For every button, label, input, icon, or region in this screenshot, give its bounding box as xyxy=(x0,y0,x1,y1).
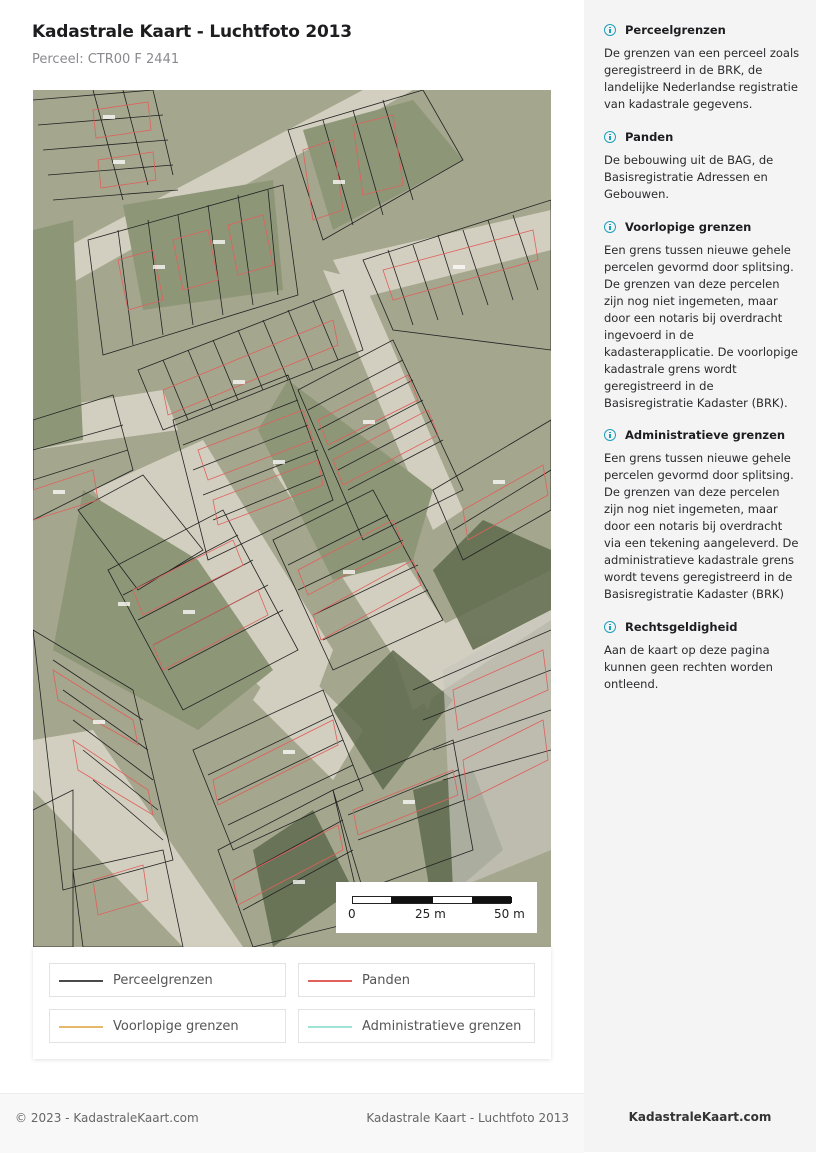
info-section-rechtsgeldigheid xyxy=(604,620,800,693)
footer-doc-title: Kadastrale Kaart - Luchtfoto 2013 xyxy=(366,1111,569,1125)
page-title: Kadastrale Kaart - Luchtfoto 2013 xyxy=(32,22,352,42)
page-footer xyxy=(0,1093,584,1153)
info-text: Een grens tussen nieuwe gehele percelen gevormd door splitsing. De grenzen van deze percelen zijn nog niet ingemeten, maar door een notaris bij overdracht ingevoerd in de kadasterapplicatie. De voorlopige kadastrale grens wordt geregistreerd in de Basisregistratie Kadaster (BRK). xyxy=(604,243,798,410)
info-section-perceelgrenzen xyxy=(604,23,800,113)
brand-link[interactable]: KadastraleKaart.com xyxy=(628,1110,772,1124)
info-text: De bebouwing uit de BAG, de Basisregistratie Adressen en Gebouwen. xyxy=(604,153,774,201)
info-title: Rechtsgeldigheid xyxy=(625,620,738,634)
info-text: Een grens tussen nieuwe gehele percelen gevormd door splitsing. De grenzen van deze percelen zijn nog niet ingemeten, maar door een notaris bij overdracht via een tekening aangeleverd. De administratieve kadastrale grens wordt tevens geregistreerd in de Basisregistratie Kadaster (BRK) xyxy=(604,451,799,601)
info-icon xyxy=(604,621,616,633)
footer-copyright: © 2023 - KadastraleKaart.com xyxy=(15,1111,199,1125)
info-icon xyxy=(604,429,616,441)
info-icon xyxy=(604,24,616,36)
info-section-panden xyxy=(604,130,800,203)
legend-label: Administratieve grenzen xyxy=(362,1019,522,1034)
legend-swatch xyxy=(59,1026,103,1028)
legend-item-administratieve-grenzen xyxy=(298,1009,535,1043)
map-legend xyxy=(33,947,551,1059)
legend-item-panden xyxy=(298,963,535,997)
info-title: Panden xyxy=(625,130,674,144)
info-title: Perceelgrenzen xyxy=(625,23,726,37)
scale-label-50m: 50 m xyxy=(494,907,525,921)
legend-label: Panden xyxy=(362,973,410,988)
legend-label: Perceelgrenzen xyxy=(113,973,213,988)
legend-swatch xyxy=(308,1026,352,1028)
scale-label-25m: 25 m xyxy=(415,907,446,921)
info-text: De grenzen van een perceel zoals geregistreerd in de BRK, de landelijke Nederlandse registratie van kadastrale gegevens. xyxy=(604,46,800,111)
scale-bar-track xyxy=(352,896,511,904)
legend-item-voorlopige-grenzen xyxy=(49,1009,286,1043)
legend-swatch xyxy=(59,980,103,982)
legend-swatch xyxy=(308,980,352,982)
scale-label-0: 0 xyxy=(348,907,356,921)
legend-label: Voorlopige grenzen xyxy=(113,1019,239,1034)
parcel-id: Perceel: CTR00 F 2441 xyxy=(32,52,180,67)
info-text: Aan de kaart op deze pagina kunnen geen rechten worden ontleend. xyxy=(604,643,773,691)
info-icon xyxy=(604,221,616,233)
info-section-administratieve-grenzen xyxy=(604,428,800,603)
map-canvas xyxy=(33,90,551,947)
info-section-voorlopige-grenzen xyxy=(604,220,800,412)
aerial-map[interactable] xyxy=(33,90,551,947)
info-icon xyxy=(604,131,616,143)
info-title: Administratieve grenzen xyxy=(625,428,786,442)
legend-item-perceelgrenzen xyxy=(49,963,286,997)
scale-bar xyxy=(336,882,537,933)
info-title: Voorlopige grenzen xyxy=(625,220,752,234)
